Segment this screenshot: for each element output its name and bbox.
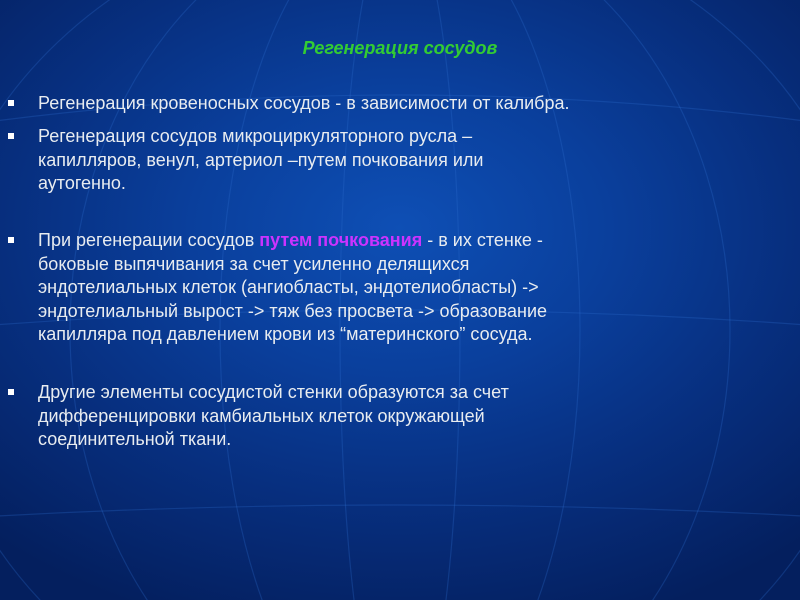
bullet-item bbox=[8, 92, 748, 116]
bullet-text-line: соединительной ткани. bbox=[38, 429, 232, 449]
text-segment: При регенерации сосудов bbox=[38, 230, 260, 250]
globe-parallel bbox=[0, 505, 800, 520]
bullet-text-line: капилляров, венул, артериол –путем почкования или bbox=[38, 149, 484, 170]
square-bullet-icon bbox=[8, 237, 14, 243]
bullet-text-line: боковые выпячивания за счет усиленно делящихся bbox=[38, 253, 470, 274]
bullet-item bbox=[8, 125, 748, 196]
bullet-text-line: эндотелиальных клеток (ангиобласты, эндотелиобласты) -> bbox=[38, 277, 539, 297]
slide-title: Регенерация сосудов bbox=[302, 38, 498, 58]
bullet-text-line: капилляра под давлением крови из “материнского” сосуда. bbox=[38, 324, 533, 344]
square-bullet-icon bbox=[8, 100, 14, 106]
bullet-text-line: Регенерация кровеносных сосудов - в зависимости от калибра. bbox=[38, 93, 570, 113]
bullet-text-line: Регенерация сосудов микроциркуляторного русла – bbox=[38, 126, 473, 146]
bullet-text-line: эндотелиальный вырост -> тяж без просвета -> образование bbox=[38, 300, 548, 321]
bullet-item bbox=[8, 229, 748, 347]
square-bullet-icon bbox=[8, 389, 14, 395]
highlighted-term: путем почкования bbox=[259, 230, 423, 250]
bullet-text-line: дифференцировки камбиальных клеток окружающей bbox=[38, 405, 485, 426]
bullet-text-line: Другие элементы сосудистой стенки образуются за счет bbox=[38, 382, 509, 402]
text-segment: - в их стенке - bbox=[422, 230, 543, 250]
square-bullet-icon bbox=[8, 133, 14, 139]
bullet-text-line bbox=[8, 229, 748, 253]
bullet-item bbox=[8, 381, 748, 452]
bullet-text-line: аутогенно. bbox=[38, 173, 126, 193]
